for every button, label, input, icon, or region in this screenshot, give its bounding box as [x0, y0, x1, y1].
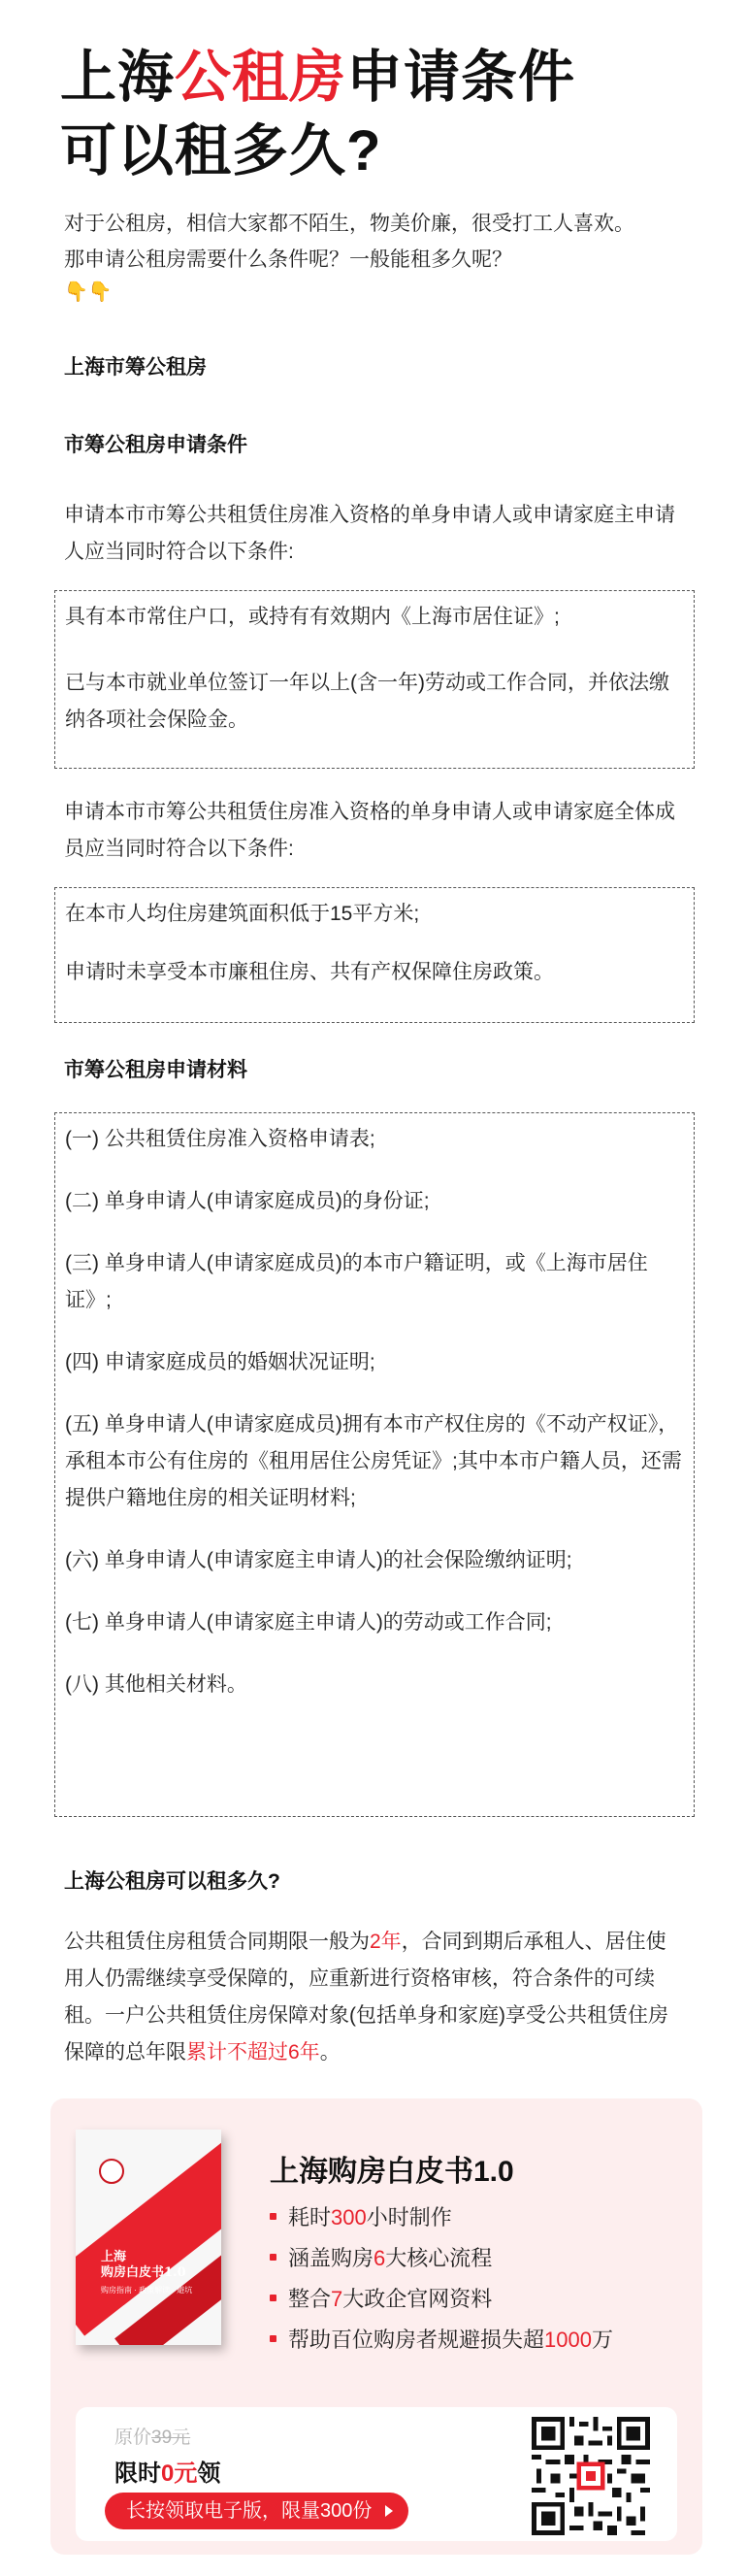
list-item: (四) 申请家庭成员的婚姻状况证明; [65, 1351, 375, 1373]
play-arrow-icon [385, 2505, 393, 2517]
title-line2: 可以租多久? [60, 119, 382, 182]
intro-line2: 那申请公租房需要什么条件呢？一般能租多久呢？ [64, 248, 512, 271]
list-item: 整合7大政企官网资料 [270, 2279, 613, 2320]
bullet-icon [270, 2335, 276, 2342]
list-item: (二) 单身申请人(申请家庭成员)的身份证; [65, 1190, 430, 1212]
promo-feature-list [270, 2197, 613, 2361]
intro [64, 206, 704, 307]
book-title: 上海 购房白皮书1.0 [101, 2250, 186, 2280]
list-item: (五) 单身申请人(申请家庭成员)拥有本市产权住房的《不动产权证》，承租本市公有住房的《租用居住公房凭证》;其中本市户籍人员，还需提供户籍地住房的相关证明材料; [65, 1413, 682, 1509]
page-title [60, 41, 700, 188]
bullet-icon [270, 2213, 276, 2220]
section-heading-materials: 市筹公租房申请材料 [64, 1059, 247, 1081]
title-part2: 申请条件 [346, 46, 576, 109]
title-highlight: 公租房 [175, 46, 347, 109]
duration-total: 累计不超过6年 [186, 2041, 320, 2064]
list-item: (八) 其他相关材料。 [65, 1673, 247, 1696]
conditions-box-1 [54, 590, 695, 769]
list-item: (三) 单身申请人(申请家庭成员)的本市户籍证明，或《上海市居住证》; [65, 1252, 648, 1311]
duration-text-c: 。 [319, 2041, 341, 2064]
list-item: (六) 单身申请人(申请家庭主申请人)的社会保险缴纳证明; [65, 1549, 572, 1571]
conditions-paragraph-2: 申请本市市筹公共租赁住房准入资格的单身申请人或申请家庭全体成员应当同时符合以下条件: [64, 801, 675, 860]
pointing-down-icon: 👇👇 [64, 281, 113, 303]
conditions-paragraph-1: 申请本市市筹公共租赁住房准入资格的单身申请人或申请家庭主申请人应当同时符合以下条件: [64, 504, 675, 563]
list-item: 已与本市就业单位签订一年以上(含一年)劳动或工作合同，并依法缴纳各项社会保险金。 [65, 672, 669, 731]
list-item: 在本市人均住房建筑面积低于15平方米; [65, 903, 420, 925]
list-item: 涵盖购房6大核心流程 [270, 2238, 613, 2279]
book-subtitle: 购房指南 · 政策解读 · 避坑 [101, 2286, 193, 2295]
qr-code-icon[interactable] [532, 2417, 650, 2535]
coupon-panel [76, 2407, 677, 2541]
list-item: (七) 单身申请人(申请家庭主申请人)的劳动或工作合同; [65, 1611, 552, 1634]
conditions-box-2 [54, 887, 695, 1023]
bullet-icon [270, 2295, 276, 2301]
materials-box [54, 1112, 695, 1817]
section-heading-duration: 上海公租房可以租多久? [64, 1870, 280, 1893]
section-heading-conditions: 市筹公租房申请条件 [64, 434, 247, 456]
book-cover-image [76, 2130, 221, 2345]
duration-paragraph [64, 1924, 685, 2071]
claim-button-label: 长按领取电子版，限量300份 [126, 2500, 373, 2522]
list-item: (一) 公共租赁住房准入资格申请表; [65, 1128, 375, 1150]
original-price: 原价39元 [114, 2427, 191, 2448]
seal-icon [99, 2159, 124, 2184]
title-part1: 上海 [60, 46, 176, 109]
list-item: 帮助百位购房者规避损失超1000万 [270, 2320, 613, 2361]
limited-price: 限时0元领 [114, 2460, 221, 2487]
duration-text-a: 公共租赁住房租赁合同期限一般为 [64, 1931, 370, 1953]
section-heading-shanghai: 上海市筹公租房 [64, 356, 207, 379]
duration-text-b: ，合同到期后承租人、居住使用人仍需继续享受保障的，应重新进行资格审核，符合条件的可续租。一户公共租赁住房保障对象(包括单身和家庭)享受公共租赁住房保障的总年限 [64, 1931, 668, 2064]
bullet-icon [270, 2254, 276, 2261]
claim-button[interactable] [105, 2493, 408, 2529]
list-item: 申请时未享受本市廉租住房、共有产权保障住房政策。 [65, 961, 554, 983]
list-item: 耗时300小时制作 [270, 2197, 613, 2238]
promo-card[interactable] [50, 2098, 702, 2555]
promo-title: 上海购房白皮书1.0 [270, 2156, 514, 2188]
intro-line1: 对于公租房，相信大家都不陌生，物美价廉，很受打工人喜欢。 [64, 213, 634, 235]
list-item: 具有本市常住户口，或持有有效期内《上海市居住证》; [65, 606, 560, 628]
duration-years: 2年 [370, 1931, 402, 1953]
